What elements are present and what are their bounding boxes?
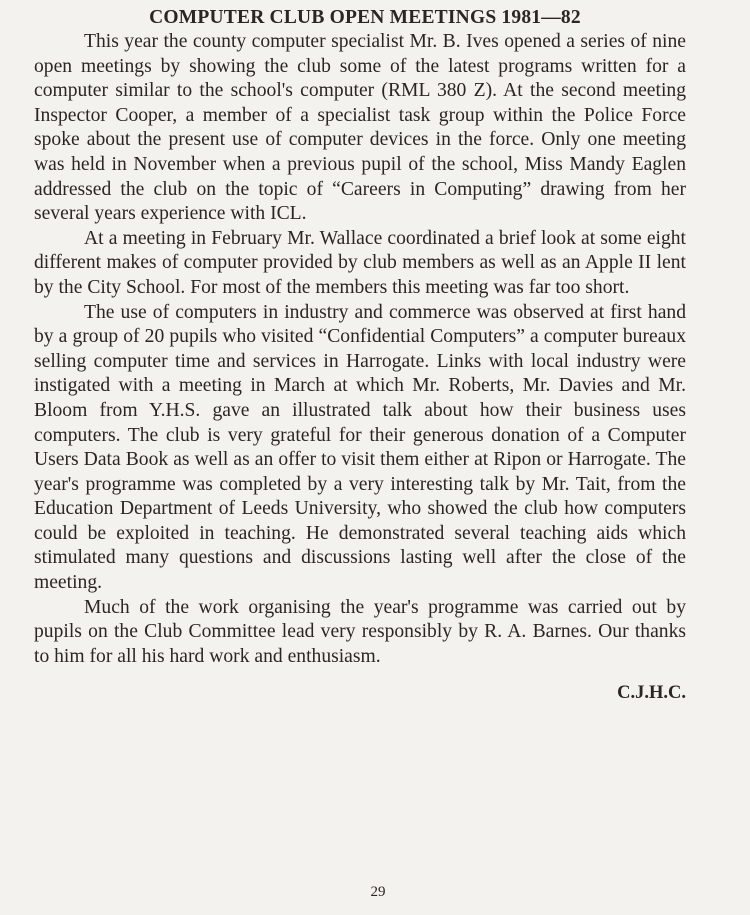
paragraph-industry-visits: The use of computers in industry and commerce was observed at first hand by a group of 20 pupils who visited “Confidential Computers” a computer bureaux selling computer time and services in Harrogate. Links with local industry were instigated with a meeting in March at which Mr. Roberts, Mr. Davies and Mr. Bloom from Y.H.S. gave an illustrated talk about how their business uses computers. The club is very grateful for their generous donation of a Computer Users Data Book as well as an offer to visit them either at Ripon or Harrogate. The year's programme was completed by a very interesting talk by Mr. Tait, from the Education Department of Leeds University, who showed the club how computers could be exploited in teaching. He demonstrated several teaching aids which stimulated many questions and discussions lasting well after the close of the meeting. [34, 301, 686, 594]
article [34, 6, 686, 705]
paragraph-intro-meetings: This year the county computer specialist Mr. B. Ives opened a series of nine open meetings by showing the club some of the latest programs written for a computer similar to the school's computer (RML 380 Z). At the second meeting Inspector Cooper, a member of a specialist task group within the Police Force spoke about the present use of computer devices in the force. Only one meeting was held in November when a previous pupil of the school, Miss Mandy Eaglen addressed the club on the topic of “Careers in Computing” drawing from her several years experience with ICL. [34, 31, 686, 225]
paragraph-thanks: Much of the work organising the year's programme was carried out by pupils on the Club Committee lead very responsibly by R. A. Barnes. Our thanks to him for all his hard work and enthusiasm. [34, 596, 686, 667]
author-signature: C.J.H.C. [617, 683, 686, 704]
paragraph-february-meeting: At a meeting in February Mr. Wallace coordinated a brief look at some eight different makes of computer provided by club members as well as an Apple II lent by the City School. For most of the members this meeting was far too short. [34, 227, 686, 298]
article-title: COMPUTER CLUB OPEN MEETINGS 1981—82 [149, 7, 581, 28]
page-number: 29 [370, 884, 386, 900]
